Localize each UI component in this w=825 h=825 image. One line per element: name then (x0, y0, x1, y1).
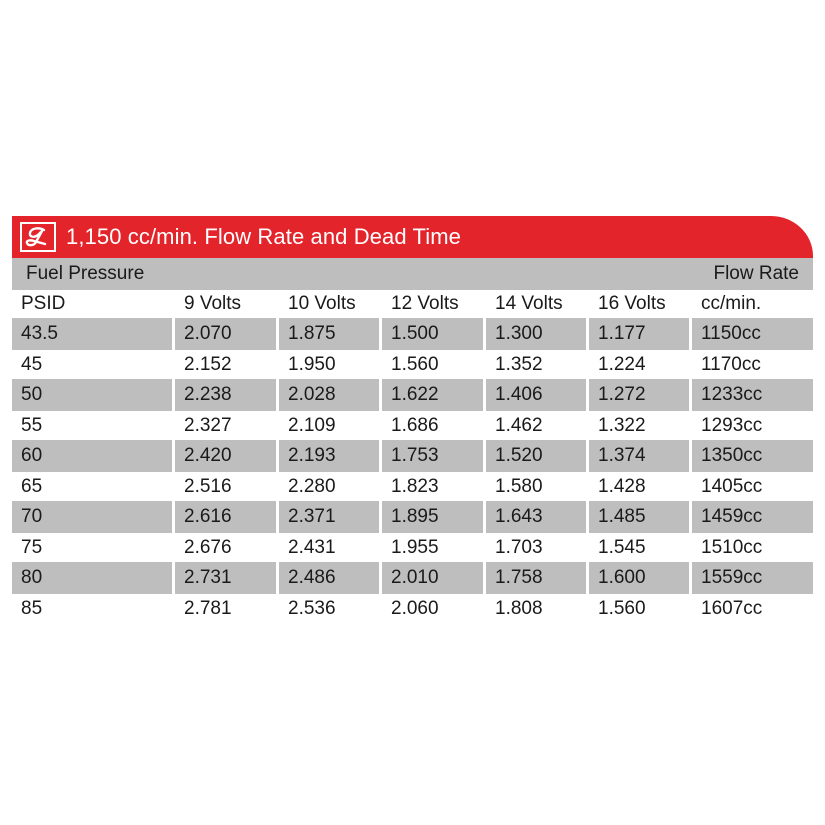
flow-rate-cell: 1607cc (701, 597, 763, 619)
dead-time-cell: 1.808 (495, 597, 543, 619)
flow-rate-cell: 1170cc (701, 353, 761, 375)
table-row (12, 379, 813, 411)
dead-time-cell: 1.300 (486, 318, 589, 350)
dead-time-cell: 1.428 (598, 475, 646, 497)
dead-time-cell: 2.028 (279, 379, 382, 411)
dead-time-cell: 1.703 (495, 536, 543, 558)
dead-time-cell: 1.374 (589, 440, 692, 472)
psid-cell: 85 (21, 597, 43, 619)
header-row-group (12, 258, 813, 290)
flow-rate-cell: 1405cc (701, 475, 763, 497)
dead-time-cell: 2.371 (279, 501, 382, 533)
dead-time-cell: 2.431 (288, 536, 336, 558)
psid-cell: 55 (21, 414, 43, 436)
dead-time-cell: 2.536 (288, 597, 336, 619)
dead-time-cell: 2.676 (184, 536, 232, 558)
table-row (12, 501, 813, 533)
dead-time-cell: 2.070 (175, 318, 279, 350)
dead-time-cell: 1.823 (391, 475, 439, 497)
table-row (12, 594, 813, 623)
dead-time-cell: 1.322 (598, 414, 646, 436)
dead-time-cell: 1.352 (495, 353, 543, 375)
dead-time-cell: 1.500 (382, 318, 486, 350)
data-grid (12, 258, 813, 623)
dead-time-cell: 1.950 (288, 353, 336, 375)
dead-time-cell: 2.060 (391, 597, 439, 619)
dead-time-cell: 2.420 (175, 440, 279, 472)
dead-time-cell: 2.193 (279, 440, 382, 472)
dead-time-cell: 1.462 (495, 414, 543, 436)
dead-time-cell: 2.010 (382, 562, 486, 594)
column-header-row (12, 290, 813, 318)
column-header: 9 Volts (184, 293, 242, 314)
dead-time-cell: 1.485 (589, 501, 692, 533)
dead-time-cell: 1.622 (382, 379, 486, 411)
psid-cell: 75 (21, 536, 43, 558)
table-row (12, 440, 813, 472)
table-title: 1,150 cc/min. Flow Rate and Dead Time (66, 224, 461, 249)
table-row (12, 562, 813, 594)
psid-cell: 43.5 (12, 318, 175, 350)
table-row (12, 533, 813, 562)
flow-rate-cell: 1459cc (701, 506, 763, 527)
dead-time-cell: 1.758 (486, 562, 589, 594)
dead-time-cell: 2.781 (184, 597, 232, 619)
dead-time-cell: 1.600 (589, 562, 692, 594)
dead-time-cell: 1.875 (279, 318, 382, 350)
dead-time-cell: 2.152 (184, 353, 232, 375)
flow-rate-dead-time-table (12, 216, 813, 623)
column-header: 14 Volts (495, 293, 563, 314)
dead-time-cell: 1.406 (486, 379, 589, 411)
psid-cell: 65 (21, 475, 43, 497)
dead-time-cell: 1.686 (391, 414, 439, 436)
g-script-logo-icon (20, 222, 56, 252)
psid-cell: 50 (12, 379, 175, 411)
column-header: cc/min. (701, 293, 762, 314)
dead-time-cell: 2.516 (184, 475, 232, 497)
table-row (12, 350, 813, 379)
dead-time-cell: 1.272 (589, 379, 692, 411)
dead-time-cell: 2.327 (184, 414, 232, 436)
column-header: 12 Volts (391, 293, 459, 314)
flow-rate-cell: 1150cc (701, 323, 761, 344)
dead-time-cell: 2.238 (175, 379, 279, 411)
flow-rate-cell: 1350cc (701, 445, 763, 466)
dead-time-cell: 1.955 (391, 536, 439, 558)
dead-time-cell: 1.580 (495, 475, 543, 497)
dead-time-cell: 2.616 (175, 501, 279, 533)
dead-time-cell: 1.560 (391, 353, 439, 375)
dead-time-cell: 1.643 (486, 501, 589, 533)
dead-time-cell: 1.753 (382, 440, 486, 472)
dead-time-cell: 2.280 (288, 475, 336, 497)
dead-time-cell: 1.520 (486, 440, 589, 472)
column-header: 16 Volts (598, 293, 666, 314)
table-row (12, 472, 813, 501)
flow-rate-cell: 1559cc (701, 567, 763, 588)
fuel-pressure-header: Fuel Pressure (26, 263, 145, 284)
psid-cell: 80 (12, 562, 175, 594)
table-row (12, 411, 813, 440)
dead-time-cell: 2.486 (279, 562, 382, 594)
dead-time-cell: 2.109 (288, 414, 336, 436)
column-header: 10 Volts (288, 293, 356, 314)
dead-time-cell: 1.224 (598, 353, 646, 375)
psid-cell: 45 (21, 353, 43, 375)
g-script-logo-glyph (23, 225, 53, 249)
psid-cell: 70 (12, 501, 175, 533)
dead-time-cell: 1.560 (598, 597, 646, 619)
dead-time-cell: 1.177 (589, 318, 692, 350)
flow-rate-cell: 1293cc (701, 414, 763, 436)
dead-time-cell: 1.895 (382, 501, 486, 533)
psid-cell: 60 (12, 440, 175, 472)
flow-rate-cell: 1233cc (701, 384, 763, 405)
column-header: PSID (21, 293, 66, 314)
table-row (12, 318, 813, 350)
table-body (12, 318, 813, 623)
flow-rate-header: Flow Rate (713, 263, 799, 284)
flow-rate-cell: 1510cc (701, 536, 763, 558)
dead-time-cell: 2.731 (175, 562, 279, 594)
title-bar (12, 216, 813, 258)
dead-time-cell: 1.545 (598, 536, 646, 558)
